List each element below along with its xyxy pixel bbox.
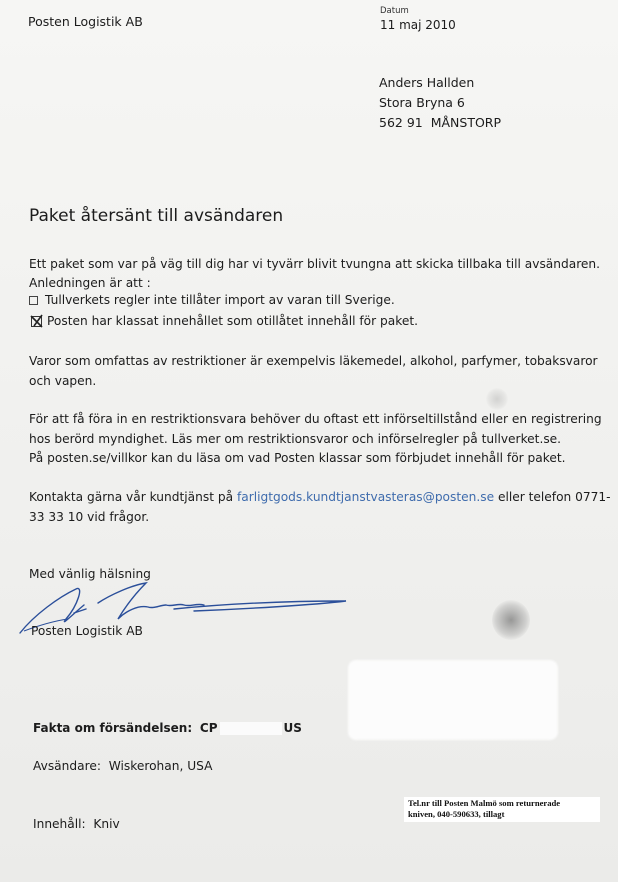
reason-text: Posten har klassat innehållet som otillåtet innehåll för paket.: [47, 314, 418, 328]
reason-intro: Anledningen är att :: [29, 276, 151, 290]
shipment-sender: Avsändare: Wiskerohan, USA: [33, 759, 213, 773]
contact-line: 33 33 10 vid frågor.: [29, 510, 150, 524]
reason-item: [29, 293, 395, 307]
restrictions-line: Varor som omfattas av restriktioner är exempelvis läkemedel, alkohol, parfymer, tobaksvaror: [29, 354, 598, 368]
checkbox-checked-icon: [31, 316, 42, 327]
scan-smudge: [486, 388, 508, 410]
import-line: För att få föra in en restriktionsvara behöver du oftast ett införseltillstånd eller en registrering: [29, 412, 602, 426]
recipient-street: Stora Bryna 6: [379, 95, 465, 110]
contact-line: Kontakta gärna vår kundtjänst på farligtgods.kundtjanstvasteras@posten.se eller telefon 0771-: [29, 490, 611, 504]
shipment-content: Innehåll: Kniv: [33, 817, 120, 831]
recipient-name: Anders Hallden: [379, 75, 475, 90]
scan-smudge: [492, 600, 530, 640]
letter-heading: Paket återsänt till avsändaren: [29, 206, 284, 226]
correction-fluid-area: [348, 660, 558, 740]
import-line: hos berörd myndighet. Läs mer om restriktionsvaror och införselregler på tullverket.se.: [29, 432, 562, 446]
contact-email-link[interactable]: farligtgods.kundtjanstvasteras@posten.se: [236, 490, 495, 504]
closing-greeting: Med vänlig hälsning: [29, 567, 151, 581]
sender-company: Posten Logistik AB: [28, 14, 143, 29]
intro-line: Ett paket som var på väg till dig har vi tyvärr blivit tvungna att skicka tillbaka till avsändaren.: [29, 257, 601, 271]
shipment-facts: Fakta om försändelsen: CP US: [33, 721, 302, 735]
restrictions-line: och vapen.: [29, 374, 97, 388]
reason-item: [29, 314, 418, 328]
added-note: Tel.nr till Posten Malmö som returnerade kniven, 040-590633, tillagt: [404, 797, 600, 822]
import-line: På posten.se/villkor kan du läsa om vad Posten klassar som förbjudet innehåll för paket.: [29, 451, 566, 465]
redaction-block: [220, 722, 282, 735]
date-label: Datum: [380, 6, 409, 16]
checkbox-unchecked-icon: [29, 296, 38, 305]
letter-date: 11 maj 2010: [380, 18, 456, 32]
reason-text: Tullverkets regler inte tillåter import av varan till Sverige.: [45, 293, 395, 307]
recipient-postal-city: 562 91 MÅNSTORP: [379, 115, 502, 130]
signatory-name: Posten Logistik AB: [31, 624, 143, 638]
